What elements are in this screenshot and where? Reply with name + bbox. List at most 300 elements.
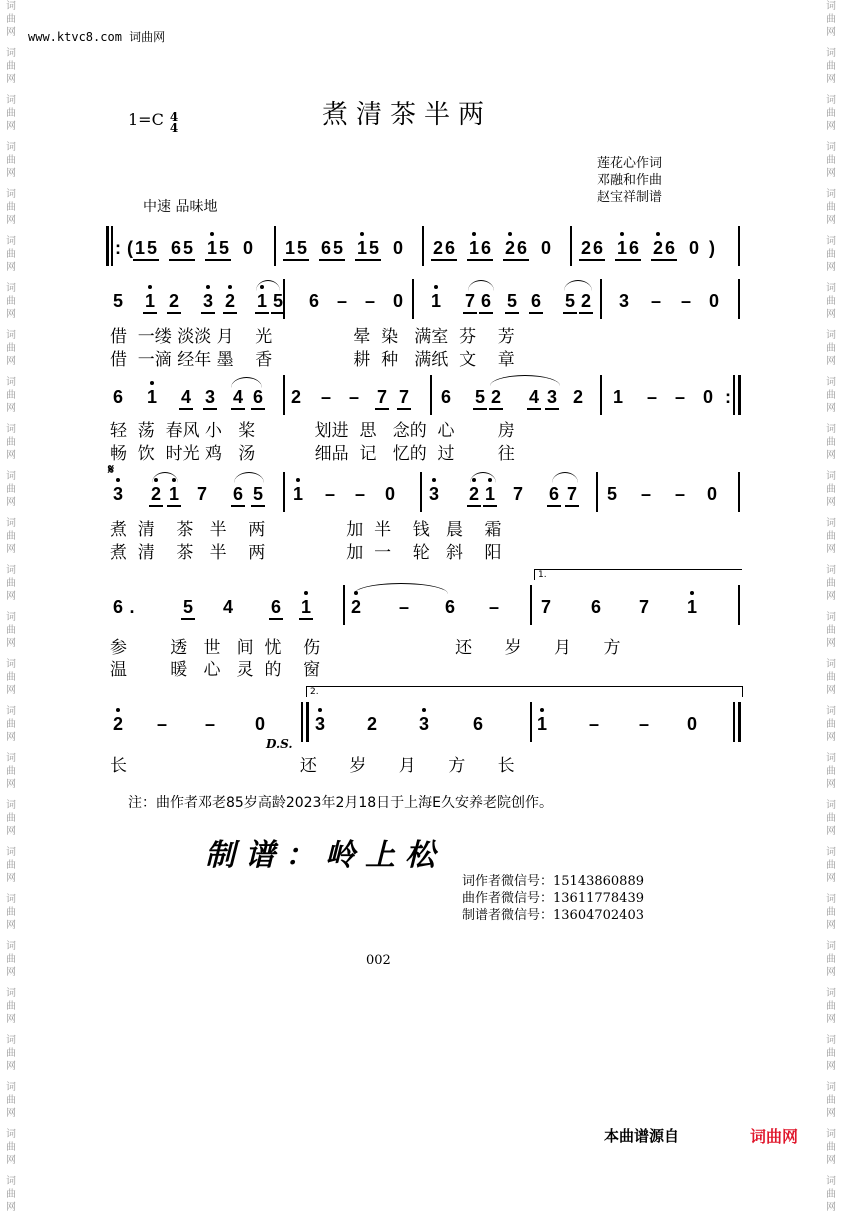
watermark-char: 曲	[826, 1142, 836, 1153]
watermark-char: 网	[6, 356, 16, 367]
octave-dot	[656, 232, 660, 236]
jianpu-note: 1	[284, 238, 296, 258]
octave-dot	[620, 232, 624, 236]
octave-dot	[318, 708, 322, 712]
barline	[596, 472, 598, 512]
octave-dot	[228, 285, 232, 289]
footer-source-label: 本曲谱源自	[604, 1127, 680, 1145]
watermark-char: 曲	[6, 1048, 16, 1059]
watermark-char: 词	[6, 753, 16, 764]
jianpu-note: 6	[548, 484, 560, 504]
volta-2	[306, 686, 743, 697]
jianpu-note: 1	[686, 597, 698, 617]
watermark-char: 网	[6, 403, 16, 414]
barline	[530, 702, 532, 742]
composition-note: 注：曲作者邓老85岁高龄2023年2月18日于上海E久安养老院创作。	[128, 795, 554, 811]
jianpu-note: 7	[464, 291, 476, 311]
watermark-char: 词	[6, 189, 16, 200]
beam-line	[489, 408, 503, 410]
watermark-char: 词	[826, 1035, 836, 1046]
barline	[733, 375, 735, 415]
watermark-char: 曲	[6, 296, 16, 307]
jianpu-note: –	[336, 291, 348, 311]
watermark-char: 词	[6, 283, 16, 294]
jianpu-note: 0	[540, 238, 552, 258]
beam-line	[375, 408, 389, 410]
watermark-char: 词	[826, 330, 836, 341]
jianpu-note: 2	[112, 714, 124, 734]
jianpu-note: 3	[314, 714, 326, 734]
jianpu-note: 6	[516, 238, 528, 258]
watermark-char: 词	[6, 565, 16, 576]
beam-line	[397, 408, 411, 410]
watermark-char: 曲	[826, 531, 836, 542]
watermark-char: 曲	[6, 907, 16, 918]
watermark-char: 曲	[826, 484, 836, 495]
watermark-char: 网	[6, 873, 16, 884]
watermark-char: 曲	[826, 907, 836, 918]
signature: 制谱：岭上松	[205, 838, 445, 873]
jianpu-note: 7	[566, 484, 578, 504]
key-text: 1=C	[128, 110, 164, 129]
jianpu-note: 7	[638, 597, 650, 617]
jianpu-note: 7	[398, 387, 410, 407]
jianpu-note: 7	[540, 597, 552, 617]
beam-line	[563, 312, 577, 314]
barline	[600, 279, 602, 319]
watermark-char: 词	[6, 142, 16, 153]
jianpu-note: :	[115, 238, 121, 258]
jianpu-note: 3	[546, 387, 558, 407]
barline	[738, 279, 740, 319]
jianpu-note: 6	[530, 291, 542, 311]
watermark-char: 网	[826, 826, 836, 837]
arranger-wechat: 制谱者微信号：13604702403	[462, 908, 644, 923]
watermark-char: 网	[6, 27, 16, 38]
watermark-char: 词	[826, 612, 836, 623]
beam-line	[149, 505, 163, 507]
watermark-char: 词	[826, 1, 836, 12]
tie-slur	[552, 472, 578, 483]
jianpu-note: –	[204, 714, 216, 734]
jianpu-note: 0	[392, 238, 404, 258]
watermark-char: 曲	[6, 1189, 16, 1200]
watermark-char: 词	[6, 894, 16, 905]
watermark-char: 网	[6, 262, 16, 273]
octave-dot	[148, 285, 152, 289]
watermark-char: 词	[826, 1129, 836, 1140]
jianpu-note: 2	[150, 484, 162, 504]
watermark-char: 曲	[826, 719, 836, 730]
beam-line	[547, 505, 561, 507]
barline	[106, 226, 109, 266]
jianpu-note: –	[488, 597, 500, 617]
watermark-char: 词	[6, 95, 16, 106]
volta-1	[534, 569, 742, 580]
octave-dot	[360, 232, 364, 236]
beam-line	[167, 312, 181, 314]
watermark-char: 曲	[6, 1095, 16, 1106]
jianpu-note: 1	[168, 484, 180, 504]
song-title: 煮清茶半两	[322, 100, 493, 130]
watermark-char: 曲	[826, 1048, 836, 1059]
watermark-char: 曲	[6, 1001, 16, 1012]
watermark-char: 曲	[826, 766, 836, 777]
jianpu-note: 3	[202, 291, 214, 311]
jianpu-note: 1	[134, 238, 146, 258]
jianpu-note: –	[324, 484, 336, 504]
jianpu-note: 1	[356, 238, 368, 258]
jianpu-note: 2	[224, 291, 236, 311]
octave-dot	[206, 285, 210, 289]
lyric-row5-line2: 温 暖 心 灵 的 窗	[110, 660, 321, 680]
watermark-char: 网	[826, 1014, 836, 1025]
jianpu-note: 7	[376, 387, 388, 407]
jianpu-note: 2	[432, 238, 444, 258]
watermark-char: 词	[826, 800, 836, 811]
barline	[412, 279, 414, 319]
jianpu-note: 0	[242, 238, 254, 258]
lyric-row6-line1: 长 还 岁 月 方 长	[110, 756, 515, 776]
jianpu-note: 1	[292, 484, 304, 504]
watermark-char: 词	[826, 706, 836, 717]
watermark-char: 词	[6, 1, 16, 12]
watermark-char: 曲	[826, 672, 836, 683]
jianpu-note: 2	[580, 238, 592, 258]
watermark-char: 词	[6, 48, 16, 59]
barline	[570, 226, 572, 266]
jianpu-note: 6	[444, 238, 456, 258]
watermark-char: 曲	[6, 484, 16, 495]
jianpu-note: –	[650, 291, 662, 311]
jianpu-note: 1	[300, 597, 312, 617]
watermark-char: 曲	[6, 954, 16, 965]
watermark-char: 词	[6, 706, 16, 717]
watermark-char: 曲	[6, 249, 16, 260]
jianpu-note: 5	[182, 597, 194, 617]
watermark-char: 曲	[6, 390, 16, 401]
jianpu-note: 5	[296, 238, 308, 258]
watermark-char: 网	[6, 1061, 16, 1072]
watermark-char: 词	[826, 518, 836, 529]
watermark-char: 词	[826, 941, 836, 952]
jianpu-note: 5	[368, 238, 380, 258]
barline	[738, 375, 741, 415]
watermark-char: 词	[6, 612, 16, 623]
watermark-char: 网	[826, 1155, 836, 1166]
jianpu-note: 6	[112, 597, 124, 617]
jianpu-note: 0	[392, 291, 404, 311]
watermark-char: 网	[826, 356, 836, 367]
jianpu-note: 5	[272, 291, 284, 311]
beam-line	[223, 312, 237, 314]
jianpu-note: –	[638, 714, 650, 734]
watermark-char: 网	[6, 826, 16, 837]
jianpu-note: –	[354, 484, 366, 504]
watermark-char: 曲	[826, 954, 836, 965]
contacts	[462, 873, 644, 924]
barline	[733, 702, 735, 742]
jianpu-note: 6	[628, 238, 640, 258]
jianpu-note: 2	[468, 484, 480, 504]
jianpu-note: 6	[112, 387, 124, 407]
watermark-char: 曲	[826, 1001, 836, 1012]
jianpu-note: 3	[418, 714, 430, 734]
watermark-char: 网	[826, 779, 836, 790]
beam-line	[505, 312, 519, 314]
beam-line	[295, 259, 309, 261]
octave-dot	[508, 232, 512, 236]
watermark-char: 词	[6, 518, 16, 529]
tie-slur	[354, 583, 448, 594]
jianpu-note: 2	[490, 387, 502, 407]
jianpu-note: –	[588, 714, 600, 734]
barline	[422, 226, 424, 266]
beam-line	[443, 259, 457, 261]
barline	[420, 472, 422, 512]
watermark-char: 词	[6, 330, 16, 341]
jianpu-note: 1	[616, 238, 628, 258]
watermark-char: 曲	[6, 531, 16, 542]
watermark-char: 词	[826, 236, 836, 247]
octave-dot	[296, 478, 300, 482]
volta-2-label: 2.	[310, 687, 319, 697]
beam-line	[479, 259, 493, 261]
beam-line	[251, 505, 265, 507]
watermark-char: 曲	[6, 437, 16, 448]
beam-line	[251, 408, 265, 410]
jianpu-note: –	[364, 291, 376, 311]
watermark-char: 词	[6, 424, 16, 435]
jianpu-note: 4	[180, 387, 192, 407]
beam-line	[167, 505, 181, 507]
jianpu-note: 3	[112, 484, 124, 504]
tie-slur	[468, 280, 494, 291]
jianpu-note: 7	[512, 484, 524, 504]
watermark-char: 网	[826, 1108, 836, 1119]
site-header: www.ktvc8.com 词曲网	[28, 30, 166, 44]
watermark-char: 网	[826, 450, 836, 461]
jianpu-note: –	[674, 484, 686, 504]
watermark-char: 网	[6, 1155, 16, 1166]
barline	[738, 702, 741, 742]
credits	[597, 155, 662, 206]
jianpu-note: 3	[204, 387, 216, 407]
watermark-char: 网	[6, 168, 16, 179]
beam-line	[591, 259, 605, 261]
watermark-char: 曲	[826, 108, 836, 119]
beam-line	[181, 618, 195, 620]
beam-line	[529, 312, 543, 314]
jianpu-note: 6	[590, 597, 602, 617]
watermark-char: 曲	[826, 1189, 836, 1200]
barline	[283, 375, 285, 415]
beam-line	[181, 259, 195, 261]
beam-line	[463, 312, 477, 314]
barline	[306, 702, 309, 742]
watermark-char: 网	[6, 779, 16, 790]
watermark-char: 网	[826, 1061, 836, 1072]
beam-line	[483, 505, 497, 507]
watermark-char: 网	[826, 168, 836, 179]
jianpu-note: –	[320, 387, 332, 407]
jianpu-note: 5	[506, 291, 518, 311]
watermark-char: 曲	[6, 860, 16, 871]
jianpu-note: 6	[480, 291, 492, 311]
watermark-char: 曲	[6, 578, 16, 589]
jianpu-note: 4	[222, 597, 234, 617]
jianpu-note: 1	[536, 714, 548, 734]
beam-line	[479, 312, 493, 314]
jianpu-note: 5	[218, 238, 230, 258]
watermark-char: 词	[826, 424, 836, 435]
barline	[530, 585, 532, 625]
watermark-char: 网	[826, 732, 836, 743]
octave-dot	[690, 591, 694, 595]
beam-line	[203, 408, 217, 410]
watermark-char: 曲	[826, 14, 836, 25]
jianpu-note: 5	[146, 238, 158, 258]
watermark-char: 网	[826, 638, 836, 649]
watermark-char: 曲	[6, 343, 16, 354]
right-watermark-strip	[820, 0, 842, 1213]
jianpu-note: 6	[308, 291, 320, 311]
beam-line	[627, 259, 641, 261]
watermark-char: 曲	[826, 578, 836, 589]
jianpu-note: 1	[484, 484, 496, 504]
beam-line	[269, 618, 283, 620]
beam-line	[663, 259, 677, 261]
tie-slur	[490, 375, 560, 386]
jianpu-note: 1	[612, 387, 624, 407]
jianpu-note: –	[398, 597, 410, 617]
jianpu-note: (	[127, 238, 133, 258]
watermark-char: 网	[6, 1108, 16, 1119]
beam-line	[143, 312, 157, 314]
barline	[738, 585, 740, 625]
jianpu-note: 5	[332, 238, 344, 258]
watermark-char: 曲	[826, 155, 836, 166]
watermark-char: 词	[6, 377, 16, 388]
watermark-char: 曲	[6, 672, 16, 683]
jianpu-note: 1	[468, 238, 480, 258]
beam-line	[179, 408, 193, 410]
jianpu-note: 4	[232, 387, 244, 407]
watermark-char: 词	[826, 894, 836, 905]
beam-line	[255, 312, 269, 314]
watermark-char: 词	[826, 565, 836, 576]
jianpu-note: 2	[504, 238, 516, 258]
left-watermark-strip	[0, 0, 22, 1213]
watermark-char: 词	[6, 941, 16, 952]
jianpu-note: 0	[254, 714, 266, 734]
jianpu-note: –	[674, 387, 686, 407]
ds-mark: D.S.	[266, 737, 293, 751]
jianpu-note: 5	[182, 238, 194, 258]
composer-wechat: 曲作者微信号：13611778439	[462, 891, 644, 906]
watermark-char: 网	[826, 873, 836, 884]
time-sig-top: 4	[169, 110, 179, 124]
lyricist-credit: 莲花心作词	[597, 156, 663, 171]
barline	[111, 226, 113, 266]
time-sig-bottom: 4	[169, 121, 179, 135]
watermark-char: 词	[6, 1035, 16, 1046]
jianpu-note: 2	[572, 387, 584, 407]
watermark-char: 网	[6, 638, 16, 649]
beam-line	[331, 259, 345, 261]
jianpu-note: 0	[706, 484, 718, 504]
watermark-char: 词	[826, 95, 836, 106]
watermark-char: 网	[6, 920, 16, 931]
jianpu-note: 0	[384, 484, 396, 504]
jianpu-note: 6	[592, 238, 604, 258]
jianpu-note: 2	[168, 291, 180, 311]
watermark-char: 词	[6, 988, 16, 999]
jianpu-note: –	[680, 291, 692, 311]
watermark-char: 词	[6, 1176, 16, 1187]
watermark-char: 网	[826, 544, 836, 555]
watermark-char: 网	[6, 732, 16, 743]
jianpu-note: 7	[196, 484, 208, 504]
barline	[274, 226, 276, 266]
watermark-char: 曲	[826, 249, 836, 260]
jianpu-note: 6	[320, 238, 332, 258]
octave-dot	[432, 478, 436, 482]
watermark-char: 网	[6, 450, 16, 461]
watermark-char: 网	[826, 121, 836, 132]
tie-slur	[234, 472, 264, 483]
barline	[430, 375, 432, 415]
watermark-char: 网	[826, 967, 836, 978]
watermark-char: 词	[826, 1176, 836, 1187]
watermark-char: 网	[826, 215, 836, 226]
segno-mark: 𝄋	[108, 462, 115, 478]
jianpu-note: )	[709, 238, 715, 258]
watermark-char: 词	[826, 471, 836, 482]
footer-site-link[interactable]: 词曲网	[750, 1127, 799, 1146]
beam-line	[217, 259, 231, 261]
jianpu-note: 5	[252, 484, 264, 504]
jianpu-note: 2	[290, 387, 302, 407]
octave-dot	[304, 591, 308, 595]
tempo-marking: 中速 品味地	[143, 199, 218, 215]
jianpu-note: 1	[146, 387, 158, 407]
jianpu-note: –	[156, 714, 168, 734]
jianpu-note: 1	[206, 238, 218, 258]
jianpu-note: 6	[444, 597, 456, 617]
watermark-char: 词	[826, 1082, 836, 1093]
watermark-char: 网	[6, 215, 16, 226]
jianpu-note: 0	[688, 238, 700, 258]
watermark-char: 曲	[6, 813, 16, 824]
beam-line	[367, 259, 381, 261]
jianpu-note: 0	[686, 714, 698, 734]
jianpu-note: .	[129, 597, 135, 617]
jianpu-note: 6	[232, 484, 244, 504]
watermark-char: 词	[826, 988, 836, 999]
octave-dot	[116, 478, 120, 482]
watermark-char: 曲	[6, 61, 16, 72]
watermark-char: 曲	[826, 813, 836, 824]
barline	[738, 226, 740, 266]
jianpu-note: 6	[170, 238, 182, 258]
jianpu-note: 2	[580, 291, 592, 311]
jianpu-note: 3	[428, 484, 440, 504]
watermark-char: 曲	[826, 296, 836, 307]
watermark-char: 词	[826, 659, 836, 670]
jianpu-note: –	[646, 387, 658, 407]
beam-line	[515, 259, 529, 261]
